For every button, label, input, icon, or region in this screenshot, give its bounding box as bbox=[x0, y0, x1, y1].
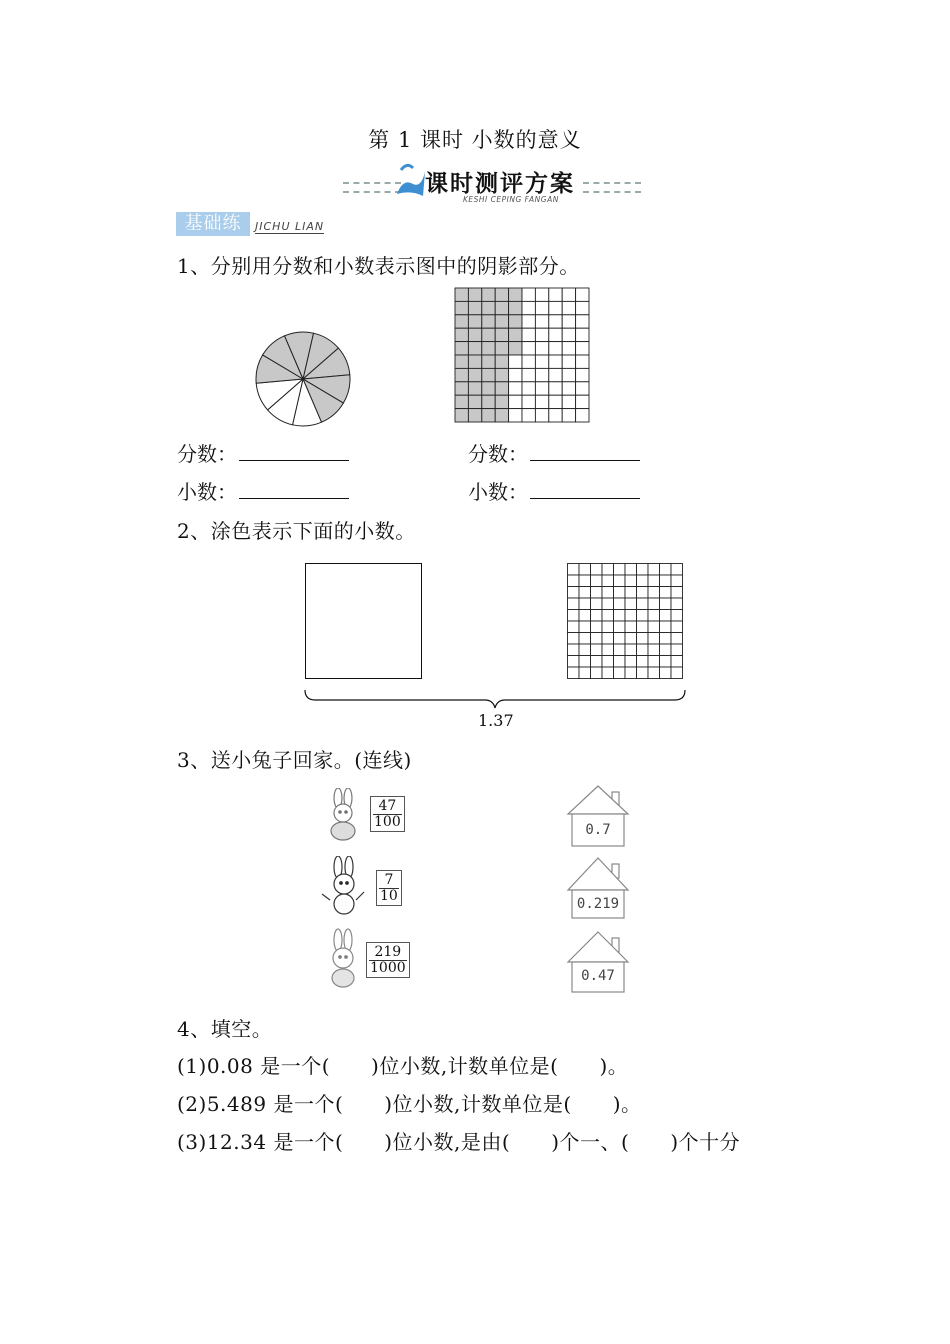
rabbit-2-denominator: 10 bbox=[380, 887, 398, 904]
rabbit-2-fraction bbox=[376, 870, 402, 906]
blank-square bbox=[549, 368, 562, 381]
grid-square[interactable] bbox=[568, 610, 580, 622]
grid-square[interactable] bbox=[625, 644, 637, 656]
shaded-square bbox=[482, 301, 495, 314]
grid-square[interactable] bbox=[671, 633, 683, 645]
shaded-square bbox=[468, 301, 481, 314]
blank-square bbox=[576, 395, 589, 408]
grid-square[interactable] bbox=[591, 656, 603, 668]
brace bbox=[300, 688, 690, 710]
blank-square bbox=[562, 368, 575, 381]
house-3-icon bbox=[566, 930, 630, 994]
blank-square bbox=[549, 382, 562, 395]
whole-square[interactable] bbox=[305, 563, 422, 679]
grid-square[interactable] bbox=[660, 610, 672, 622]
shaded-square bbox=[495, 301, 508, 314]
shaded-square bbox=[455, 368, 468, 381]
grid-square[interactable] bbox=[648, 564, 660, 576]
shaded-square bbox=[468, 288, 481, 301]
rabbit-2[interactable] bbox=[316, 856, 406, 922]
grid-square[interactable] bbox=[660, 644, 672, 656]
q1-right-fraction-label: 分数： bbox=[468, 442, 528, 466]
rabbit-1-numerator: 47 bbox=[373, 799, 402, 815]
grid-square[interactable] bbox=[614, 656, 626, 668]
blank-square bbox=[522, 342, 535, 355]
blank-square bbox=[562, 288, 575, 301]
blank-square bbox=[522, 395, 535, 408]
grid-square[interactable] bbox=[614, 633, 626, 645]
grid-square[interactable] bbox=[671, 621, 683, 633]
blank-square bbox=[576, 315, 589, 328]
grid-square[interactable] bbox=[671, 564, 683, 576]
blank-square bbox=[549, 315, 562, 328]
house-1-label: 0.7 bbox=[585, 822, 611, 838]
shaded-square bbox=[468, 395, 481, 408]
banner-subtitle: KESHI CEPING FANGAN bbox=[463, 195, 559, 204]
shaded-square bbox=[495, 409, 508, 422]
grid-square[interactable] bbox=[671, 667, 683, 679]
blank-square bbox=[535, 355, 548, 368]
shaded-square bbox=[468, 382, 481, 395]
blank-square bbox=[522, 355, 535, 368]
rabbit-3-fraction bbox=[366, 942, 410, 978]
shaded-square bbox=[455, 301, 468, 314]
grid-square[interactable] bbox=[568, 598, 580, 610]
grid-square[interactable] bbox=[637, 667, 649, 679]
blank-square bbox=[535, 368, 548, 381]
grid-square[interactable] bbox=[637, 598, 649, 610]
grid-square[interactable] bbox=[637, 633, 649, 645]
grid-square[interactable] bbox=[602, 610, 614, 622]
grid-square[interactable] bbox=[568, 575, 580, 587]
blank-square bbox=[535, 409, 548, 422]
blank-square bbox=[522, 382, 535, 395]
blank-square bbox=[562, 342, 575, 355]
blank-square bbox=[535, 395, 548, 408]
rabbit-1-fraction bbox=[370, 796, 405, 832]
grid-square[interactable] bbox=[648, 610, 660, 622]
q1-left-decimal-blank[interactable] bbox=[239, 482, 349, 499]
blank-square bbox=[509, 382, 522, 395]
rabbit-2-icon bbox=[316, 856, 368, 922]
shaded-square bbox=[482, 382, 495, 395]
grid-square[interactable] bbox=[625, 621, 637, 633]
lesson-banner bbox=[343, 160, 643, 208]
shaded-square bbox=[495, 328, 508, 341]
q1-right-decimal-label: 小数： bbox=[468, 480, 528, 504]
section-label: 基础练 bbox=[176, 212, 250, 236]
shaded-square bbox=[455, 342, 468, 355]
blank-square bbox=[576, 409, 589, 422]
rabbit-3-numerator: 219 bbox=[369, 945, 407, 961]
grid-square[interactable] bbox=[602, 564, 614, 576]
grid-square[interactable] bbox=[579, 621, 591, 633]
grid-square[interactable] bbox=[602, 575, 614, 587]
q1-right-fraction-blank[interactable] bbox=[530, 444, 640, 461]
grid-square[interactable] bbox=[568, 621, 580, 633]
shaded-square bbox=[495, 288, 508, 301]
grid-square[interactable] bbox=[591, 575, 603, 587]
house-3[interactable] bbox=[566, 930, 630, 994]
grid-square[interactable] bbox=[660, 575, 672, 587]
grid-square[interactable] bbox=[614, 610, 626, 622]
blank-square bbox=[535, 328, 548, 341]
rabbit-3-icon bbox=[316, 928, 366, 992]
grid-square[interactable] bbox=[648, 633, 660, 645]
blank-square bbox=[522, 301, 535, 314]
blank-square bbox=[576, 328, 589, 341]
q1-left-decimal-label: 小数： bbox=[177, 480, 237, 504]
blank-square bbox=[576, 342, 589, 355]
grid-square[interactable] bbox=[625, 633, 637, 645]
blank-square bbox=[549, 342, 562, 355]
blank-square bbox=[562, 395, 575, 408]
rabbit-1-icon bbox=[316, 788, 368, 844]
grid-square[interactable] bbox=[660, 633, 672, 645]
shaded-square bbox=[455, 382, 468, 395]
house-2[interactable] bbox=[566, 856, 630, 920]
shaded-square bbox=[482, 409, 495, 422]
grid-square[interactable] bbox=[591, 610, 603, 622]
house-1[interactable] bbox=[566, 784, 630, 848]
shaded-square bbox=[495, 368, 508, 381]
shaded-square bbox=[509, 342, 522, 355]
blank-square bbox=[576, 382, 589, 395]
grid-square[interactable] bbox=[602, 621, 614, 633]
q1-left-fraction bbox=[177, 438, 349, 467]
grid-square[interactable] bbox=[637, 575, 649, 587]
grid-square[interactable] bbox=[637, 644, 649, 656]
blank-square bbox=[549, 301, 562, 314]
blank-square bbox=[522, 288, 535, 301]
q4-item-3: (3)12.34 是一个( )位小数,是由( )个一、( )个十分 bbox=[177, 1130, 741, 1154]
page-title: 第 1 课时 小数的意义 bbox=[368, 128, 582, 152]
grid-square[interactable] bbox=[602, 656, 614, 668]
q1-left-decimal bbox=[177, 476, 349, 505]
shaded-square bbox=[482, 342, 495, 355]
grid-square[interactable] bbox=[660, 587, 672, 599]
hundred-grid-blank[interactable] bbox=[567, 563, 684, 679]
shaded-square bbox=[509, 288, 522, 301]
shaded-square bbox=[495, 315, 508, 328]
grid-square[interactable] bbox=[579, 575, 591, 587]
q4-item-1: (1)0.08 是一个( )位小数,计数单位是( )。 bbox=[177, 1054, 629, 1078]
grid-square[interactable] bbox=[614, 598, 626, 610]
blank-square bbox=[562, 355, 575, 368]
blank-square bbox=[549, 288, 562, 301]
blank-square bbox=[535, 288, 548, 301]
shaded-square bbox=[468, 368, 481, 381]
brace-value: 1.37 bbox=[478, 711, 514, 730]
grid-square[interactable] bbox=[579, 564, 591, 576]
grid-square[interactable] bbox=[602, 667, 614, 679]
rabbit-2-numerator: 7 bbox=[379, 873, 399, 889]
grid-square[interactable] bbox=[614, 575, 626, 587]
shaded-square bbox=[509, 328, 522, 341]
blank-square bbox=[549, 328, 562, 341]
blank-square bbox=[562, 301, 575, 314]
grid-square[interactable] bbox=[568, 667, 580, 679]
grid-square[interactable] bbox=[614, 587, 626, 599]
blank-square bbox=[576, 288, 589, 301]
q1-left-fraction-label: 分数： bbox=[177, 442, 237, 466]
blank-square bbox=[549, 409, 562, 422]
grid-square[interactable] bbox=[671, 610, 683, 622]
grid-square[interactable] bbox=[579, 633, 591, 645]
grid-square[interactable] bbox=[625, 598, 637, 610]
q1-right-decimal-blank[interactable] bbox=[530, 482, 640, 499]
blank-square bbox=[522, 315, 535, 328]
question-2: 2、涂色表示下面的小数。 bbox=[177, 519, 416, 543]
grid-square[interactable] bbox=[614, 564, 626, 576]
blank-square bbox=[549, 395, 562, 408]
grid-square[interactable] bbox=[648, 621, 660, 633]
grid-square[interactable] bbox=[591, 564, 603, 576]
rabbit-3[interactable] bbox=[316, 928, 416, 992]
question-4: 4、填空。 bbox=[177, 1017, 273, 1041]
grid-square[interactable] bbox=[671, 656, 683, 668]
section-pinyin: JICHU LIAN bbox=[255, 220, 325, 233]
q1-right-fraction bbox=[468, 438, 640, 467]
shaded-square bbox=[468, 328, 481, 341]
shaded-square bbox=[509, 301, 522, 314]
grid-square[interactable] bbox=[648, 656, 660, 668]
grid-square[interactable] bbox=[568, 633, 580, 645]
grid-square[interactable] bbox=[591, 644, 603, 656]
blank-square bbox=[576, 368, 589, 381]
blank-square bbox=[549, 355, 562, 368]
grid-square[interactable] bbox=[625, 564, 637, 576]
banner-dash-right bbox=[583, 182, 641, 193]
blank-square bbox=[562, 409, 575, 422]
grid-square[interactable] bbox=[637, 587, 649, 599]
rabbit-1-denominator: 100 bbox=[374, 813, 401, 830]
shaded-square bbox=[455, 409, 468, 422]
shaded-square bbox=[482, 315, 495, 328]
grid-square[interactable] bbox=[671, 575, 683, 587]
shaded-square bbox=[495, 395, 508, 408]
grid-square[interactable] bbox=[648, 667, 660, 679]
blank-square bbox=[562, 315, 575, 328]
blank-square bbox=[509, 395, 522, 408]
shaded-square bbox=[495, 342, 508, 355]
shaded-square bbox=[468, 342, 481, 355]
grid-square[interactable] bbox=[614, 644, 626, 656]
blank-square bbox=[509, 355, 522, 368]
blank-square bbox=[535, 301, 548, 314]
blank-square bbox=[522, 409, 535, 422]
grid-square[interactable] bbox=[568, 564, 580, 576]
grid-square[interactable] bbox=[637, 610, 649, 622]
shaded-square bbox=[468, 355, 481, 368]
shaded-square bbox=[482, 395, 495, 408]
grid-square[interactable] bbox=[648, 598, 660, 610]
grid-square[interactable] bbox=[660, 667, 672, 679]
grid-square[interactable] bbox=[579, 644, 591, 656]
shaded-square bbox=[482, 328, 495, 341]
grid-square[interactable] bbox=[568, 656, 580, 668]
blank-square bbox=[522, 328, 535, 341]
grid-square[interactable] bbox=[637, 656, 649, 668]
shaded-square bbox=[455, 288, 468, 301]
rabbit-1[interactable] bbox=[316, 788, 406, 844]
blank-square bbox=[562, 382, 575, 395]
grid-square[interactable] bbox=[602, 598, 614, 610]
shaded-square bbox=[482, 288, 495, 301]
house-3-label: 0.47 bbox=[581, 968, 615, 984]
q1-right-decimal bbox=[468, 476, 640, 505]
shaded-square bbox=[468, 409, 481, 422]
blank-square bbox=[576, 301, 589, 314]
rabbit-3-denominator: 1000 bbox=[370, 959, 406, 976]
q1-left-fraction-blank[interactable] bbox=[239, 444, 349, 461]
grid-square[interactable] bbox=[614, 621, 626, 633]
blank-square bbox=[562, 328, 575, 341]
hundred-grid-figure bbox=[454, 287, 590, 423]
grid-square[interactable] bbox=[671, 587, 683, 599]
circle-sectors-figure bbox=[254, 330, 352, 428]
shaded-square bbox=[455, 395, 468, 408]
house-2-label: 0.219 bbox=[576, 896, 620, 912]
blank-square bbox=[509, 409, 522, 422]
blank-square bbox=[576, 355, 589, 368]
grid-square[interactable] bbox=[579, 667, 591, 679]
grid-square[interactable] bbox=[648, 575, 660, 587]
grid-square[interactable] bbox=[579, 610, 591, 622]
shaded-square bbox=[482, 355, 495, 368]
blank-square bbox=[535, 382, 548, 395]
section-tag bbox=[176, 212, 346, 238]
grid-square[interactable] bbox=[579, 598, 591, 610]
banner-title: 课时测评方案 bbox=[425, 171, 575, 197]
question-3: 3、送小兔子回家。(连线) bbox=[177, 748, 412, 772]
grid-square[interactable] bbox=[648, 644, 660, 656]
shaded-square bbox=[468, 315, 481, 328]
grid-square[interactable] bbox=[637, 564, 649, 576]
shaded-square bbox=[455, 315, 468, 328]
blank-square bbox=[522, 368, 535, 381]
grid-square[interactable] bbox=[591, 621, 603, 633]
grid-square[interactable] bbox=[602, 633, 614, 645]
grid-square[interactable] bbox=[602, 587, 614, 599]
question-1: 1、分别用分数和小数表示图中的阴影部分。 bbox=[177, 254, 580, 278]
grid-square[interactable] bbox=[660, 564, 672, 576]
grid-square[interactable] bbox=[625, 587, 637, 599]
book-wave-icon bbox=[393, 160, 427, 200]
grid-square[interactable] bbox=[648, 587, 660, 599]
grid-square[interactable] bbox=[660, 621, 672, 633]
house-1-icon bbox=[566, 784, 630, 848]
grid-square[interactable] bbox=[591, 598, 603, 610]
blank-square bbox=[535, 342, 548, 355]
grid-square[interactable] bbox=[660, 598, 672, 610]
grid-square[interactable] bbox=[614, 667, 626, 679]
grid-square[interactable] bbox=[625, 575, 637, 587]
grid-square[interactable] bbox=[568, 644, 580, 656]
shaded-square bbox=[495, 382, 508, 395]
grid-square[interactable] bbox=[579, 656, 591, 668]
grid-square[interactable] bbox=[568, 587, 580, 599]
grid-square[interactable] bbox=[625, 667, 637, 679]
blank-square bbox=[509, 368, 522, 381]
grid-square[interactable] bbox=[591, 587, 603, 599]
grid-square[interactable] bbox=[579, 587, 591, 599]
grid-square[interactable] bbox=[591, 633, 603, 645]
grid-square[interactable] bbox=[602, 644, 614, 656]
shaded-square bbox=[495, 355, 508, 368]
grid-square[interactable] bbox=[591, 667, 603, 679]
grid-square[interactable] bbox=[671, 598, 683, 610]
grid-square[interactable] bbox=[637, 621, 649, 633]
shaded-square bbox=[455, 328, 468, 341]
shaded-square bbox=[482, 368, 495, 381]
shaded-square bbox=[509, 315, 522, 328]
grid-square[interactable] bbox=[660, 656, 672, 668]
grid-square[interactable] bbox=[625, 610, 637, 622]
grid-square[interactable] bbox=[625, 656, 637, 668]
grid-square[interactable] bbox=[671, 644, 683, 656]
shaded-square bbox=[455, 355, 468, 368]
q4-item-2: (2)5.489 是一个( )位小数,计数单位是( )。 bbox=[177, 1092, 642, 1116]
blank-square bbox=[535, 315, 548, 328]
